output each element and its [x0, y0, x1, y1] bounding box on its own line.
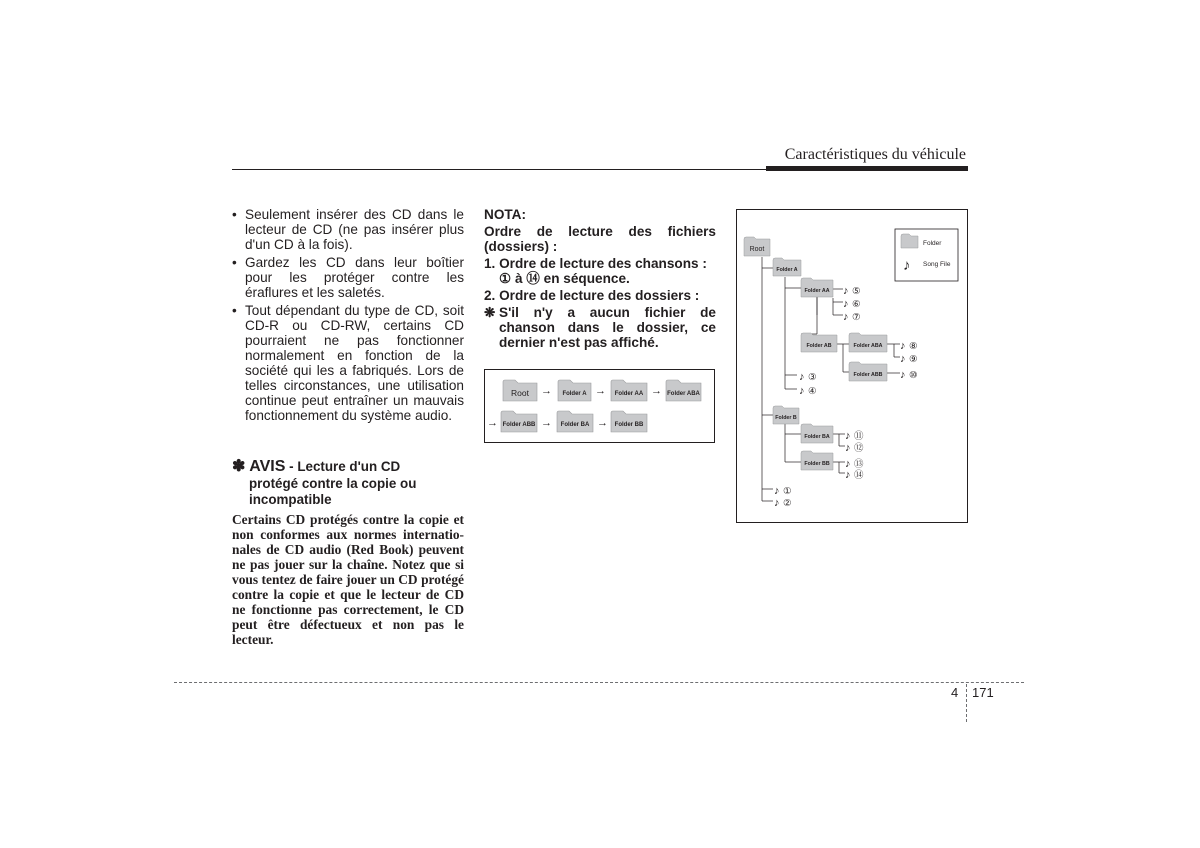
song-number: ⑤ [852, 286, 861, 297]
song-note-icon: ♪ [845, 469, 851, 481]
nota-item-3-text: S'il n'y a aucun fichier de chanson dans le dossier, ce dernier n'est pas affiché. [499, 305, 716, 350]
tree-root-folder [744, 237, 770, 256]
running-header: Caractéristiques du véhicule [784, 146, 966, 163]
footer-divider [966, 684, 967, 722]
tree-folder-bb-label: Folder BB [804, 461, 830, 467]
song-note-icon: ♪ [900, 353, 906, 365]
tree-folder-aba-label: Folder ABA [853, 343, 883, 349]
song-note-icon: ♪ [799, 371, 805, 383]
nota-block [484, 207, 716, 352]
folder-order-svg [485, 370, 714, 442]
seq-folder-aba-label: Folder ABA [667, 391, 700, 397]
song-number: ⑭ [854, 470, 864, 481]
tree-folder-aba [849, 333, 887, 352]
avis-notice [232, 458, 464, 647]
avis-heading [232, 458, 464, 476]
seq-root-label: Root [511, 388, 529, 398]
cd-care-bullet-list [232, 207, 464, 426]
bullet-symbol: • [232, 207, 237, 222]
song-number: ① [783, 486, 792, 497]
song-number: ⑨ [909, 354, 918, 365]
seq-arrow: → [541, 417, 552, 429]
seq-folder-ba-label: Folder BA [560, 422, 590, 428]
header-rule-thick [766, 166, 968, 171]
seq-folder-aa-label: Folder AA [614, 391, 644, 397]
bullet-text: Gardez les CD dans leur boîtier pour les protéger contre les éraflures et les saletés. [245, 255, 464, 300]
tree-folder-ba [801, 424, 833, 443]
nota-item-3 [484, 305, 716, 350]
seq-arrow: → [541, 385, 552, 397]
tree-folder-aa [801, 278, 833, 297]
avis-symbol: ✽ [232, 458, 246, 475]
song-number: ③ [808, 372, 817, 383]
tree-folder-ab [801, 333, 837, 352]
song-number: ⑥ [852, 299, 861, 310]
folder-order-diagram [484, 369, 715, 443]
song-number: ⑦ [852, 312, 861, 323]
seq-folder-abb [501, 411, 537, 432]
tree-folder-ba-label: Folder BA [804, 434, 830, 440]
song-note-icon: ♪ [845, 458, 851, 470]
seq-folder-aba [666, 380, 701, 401]
seq-folder-ba [557, 411, 593, 432]
bullet-item [232, 303, 464, 423]
seq-arrow: → [487, 417, 498, 429]
seq-folder-aa [611, 380, 647, 401]
song-note-icon: ♪ [900, 369, 906, 381]
seq-folder-abb-label: Folder ABB [502, 422, 536, 428]
legend-song-icon: ♪ [903, 257, 911, 274]
tree-folder-a-label: Folder A [776, 267, 798, 273]
avis-body: Certains CD protégés contre la copie et non conformes aux normes internatio-nales de CD audio (Red Book) peuvent ne pas jouer sur la chaîne. Notez que si vous tentez de faire jouer un CD protégé contre la copie et que le lecteur de CD ne fonctionne pas correctement, le CD peut être défectueux et non pas le lecteur. [232, 512, 464, 647]
nota-item-1: 1. Ordre de lecture des chansons : [484, 256, 707, 271]
song-note-icon: ♪ [799, 385, 805, 397]
folder-tree-svg [737, 210, 967, 522]
song-note-icon: ♪ [843, 311, 849, 323]
avis-title-part2: protégé contre la copie ou incompatible [249, 476, 417, 507]
song-number: ⑬ [854, 459, 864, 470]
seq-folder-bb [611, 411, 647, 432]
nota-subtitle: Ordre de lecture des fichiers (dossiers) : [484, 224, 716, 254]
bullet-symbol: • [232, 255, 237, 270]
tree-folder-abb-label: Folder ABB [853, 372, 883, 378]
tree-folder-a [773, 258, 801, 276]
bullet-item [232, 207, 464, 252]
song-note-icon: ♪ [900, 340, 906, 352]
bullet-item [232, 255, 464, 300]
legend-folder-label: Folder [923, 240, 942, 247]
seq-arrow: → [595, 385, 606, 397]
bullet-symbol: • [232, 303, 237, 318]
tree-folder-abb [849, 362, 887, 381]
song-number: ⑪ [854, 431, 864, 442]
tree-folder-aa-label: Folder AA [804, 288, 830, 294]
song-note-icon: ♪ [845, 442, 851, 454]
nota-item-3-symbol: ❋ [484, 305, 496, 320]
avis-title-part1: - Lecture d'un CD [285, 459, 401, 474]
bullet-text: Seulement insérer des CD dans le lecteur de CD (ne pas insérer plus d'un CD à la fois). [245, 207, 464, 252]
song-note-icon: ♪ [843, 298, 849, 310]
tree-folder-bb [801, 451, 833, 470]
bullet-text: Tout dépendant du type de CD, soit CD-R ou CD-RW, certains CD pourraient ne pas fonctionner normalement en fonction de la société qui les a fabriqués. Lors de telles circonstances, une utilisation continue peut entraîner un mauvais fonctionnement du système audio. [245, 303, 464, 423]
seq-folder-bb-label: Folder BB [614, 422, 644, 428]
seq-folder-a-label: Folder A [562, 391, 587, 397]
seq-root-folder [503, 380, 537, 401]
tree-folder-b-label: Folder B [775, 415, 797, 421]
tree-song-files [774, 285, 918, 509]
song-note-icon: ♪ [845, 430, 851, 442]
tree-legend [895, 229, 958, 281]
legend-folder-icon [901, 234, 918, 248]
song-number: ④ [808, 386, 817, 397]
nota-item-1-detail: ① à ⑭ en séquence. [499, 271, 630, 286]
song-number: ⑧ [909, 341, 918, 352]
song-note-icon: ♪ [774, 485, 780, 497]
nota-title: NOTA: [484, 207, 527, 222]
song-note-icon: ♪ [843, 285, 849, 297]
song-number: ⑩ [909, 370, 918, 381]
song-number: ⑫ [854, 443, 864, 454]
tree-folder-b [773, 406, 799, 424]
tree-folder-ab-label: Folder AB [806, 343, 832, 349]
seq-folder-a [558, 380, 591, 401]
song-number: ② [783, 498, 792, 509]
header-rule [232, 169, 766, 170]
footer-rule [174, 682, 1024, 683]
seq-arrow: → [651, 385, 662, 397]
seq-arrow: → [597, 417, 608, 429]
song-note-icon: ♪ [774, 497, 780, 509]
chapter-number: 4 [951, 685, 959, 700]
nota-item-2: 2. Ordre de lecture des dossiers : [484, 288, 700, 303]
avis-label: AVIS [249, 458, 286, 475]
folder-tree-diagram [736, 209, 968, 523]
legend-song-label: Song File [923, 261, 951, 268]
page-number: 171 [972, 685, 994, 700]
tree-root-label: Root [749, 246, 765, 253]
